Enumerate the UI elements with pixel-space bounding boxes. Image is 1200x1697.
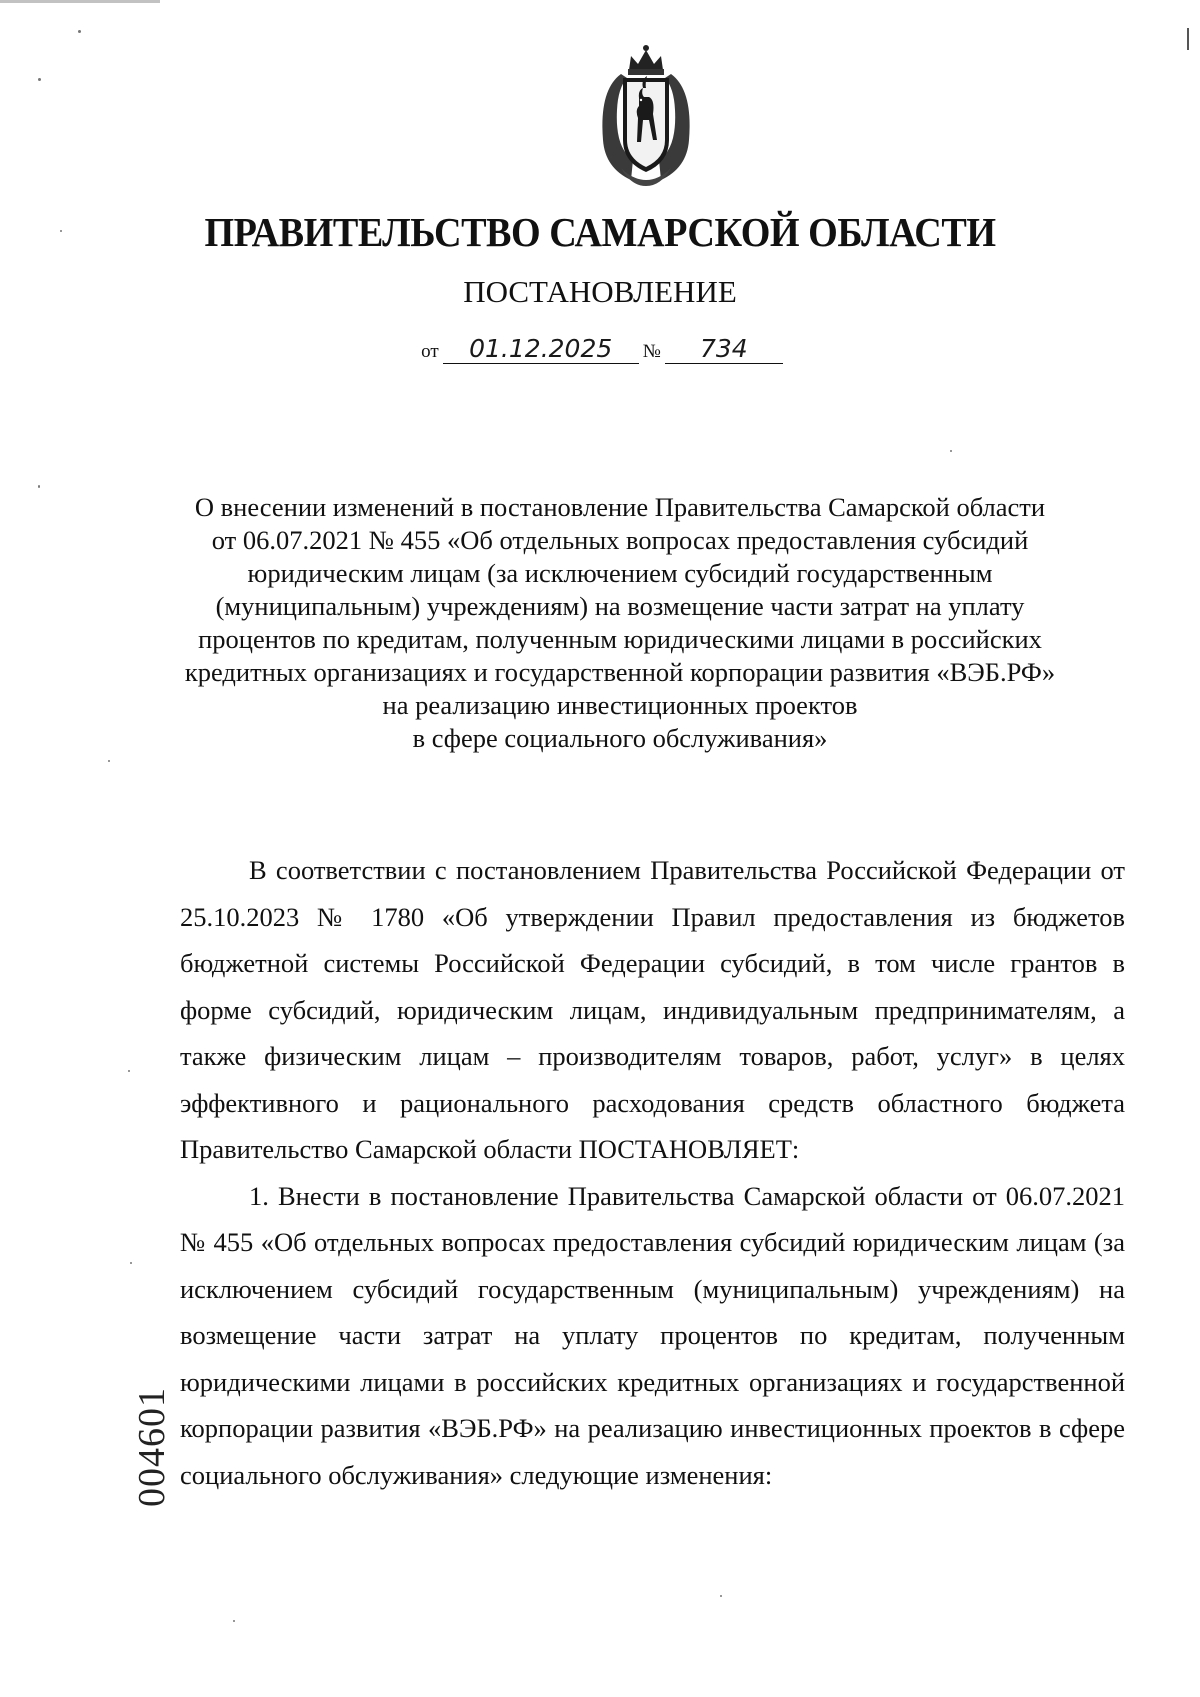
scan-speck xyxy=(60,230,62,232)
scan-mark xyxy=(1187,28,1189,50)
date-number-line xyxy=(0,335,1200,364)
subject-line: юридическим лицам (за исключением субсидий государственным xyxy=(247,558,993,588)
scan-edge-artifact xyxy=(0,0,160,3)
body-paragraph: В соответствии с постановлением Правительства Российской Федерации от 25.10.2023 № 1780 «Об утверждении Правил предоставления из бюджетов бюджетной системы Российской Федерации субсидий, в том числе грантов в форме субсидий, юридическим лицам, индивидуальным предпринимателям, а также физическим лицам – производителям товаров, работ, услуг» в целях эффективного и рационального расходования средств областного бюджета Правительство Самарской области ПОСТАНОВЛЯЕТ: xyxy=(180,855,1125,1164)
subject-line: в сфере социального обслуживания» xyxy=(412,723,828,753)
body-paragraph: 1. Внести в постановление Правительства Самарской области от 06.07.2021 № 455 «Об отдельных вопросах предоставления субсидий юридическим лицам (за исключением субсидий государственным (муниципальным) учреждениям) на возмещение части затрат на уплату процентов по кредитам, полученным юридическими лицами в российских кредитных организациях и государственной корпорации развития «ВЭБ.РФ» на реализацию инвестиционных проектов в сфере социального обслуживания» следующие изменения: xyxy=(180,1180,1125,1490)
scan-speck xyxy=(130,1262,132,1264)
scan-speck xyxy=(233,1620,235,1622)
number-label: № xyxy=(642,341,661,362)
government-title: ПРАВИТЕЛЬСТВО САМАРСКОЙ ОБЛАСТИ xyxy=(204,209,996,255)
scan-speck xyxy=(78,30,81,33)
scan-speck xyxy=(108,760,110,762)
scan-speck xyxy=(38,485,40,488)
subject-line: процентов по кредитам, полученным юридическими лицами в российских xyxy=(198,624,1042,654)
subject-line: О внесении изменений в постановление Правительства Самарской области xyxy=(194,492,1046,522)
document-body xyxy=(180,847,1125,1498)
scan-speck xyxy=(950,450,952,452)
date-label: от xyxy=(421,341,439,362)
subject-line: кредитных организациях и государственной корпорации развития «ВЭБ.РФ» xyxy=(184,657,1056,687)
subject-line: (муниципальным) учреждениям) на возмещение части затрат на уплату xyxy=(215,591,1025,621)
number-handwritten: 734 xyxy=(665,335,783,364)
side-serial-stamp: 004601 xyxy=(131,1387,173,1507)
subject-line: от 06.07.2021 № 455 «Об отдельных вопросах предоставления субсидий xyxy=(211,525,1029,555)
document-type: ПОСТАНОВЛЕНИЕ xyxy=(463,274,737,309)
document-subject xyxy=(170,491,1070,755)
subject-line: на реализацию инвестиционных проектов xyxy=(382,690,858,720)
date-handwritten: 01.12.2025 xyxy=(443,335,639,364)
coat-of-arms-emblem xyxy=(591,40,701,190)
scan-speck xyxy=(38,78,41,81)
scan-speck xyxy=(128,1070,130,1072)
scan-speck xyxy=(720,1595,722,1597)
